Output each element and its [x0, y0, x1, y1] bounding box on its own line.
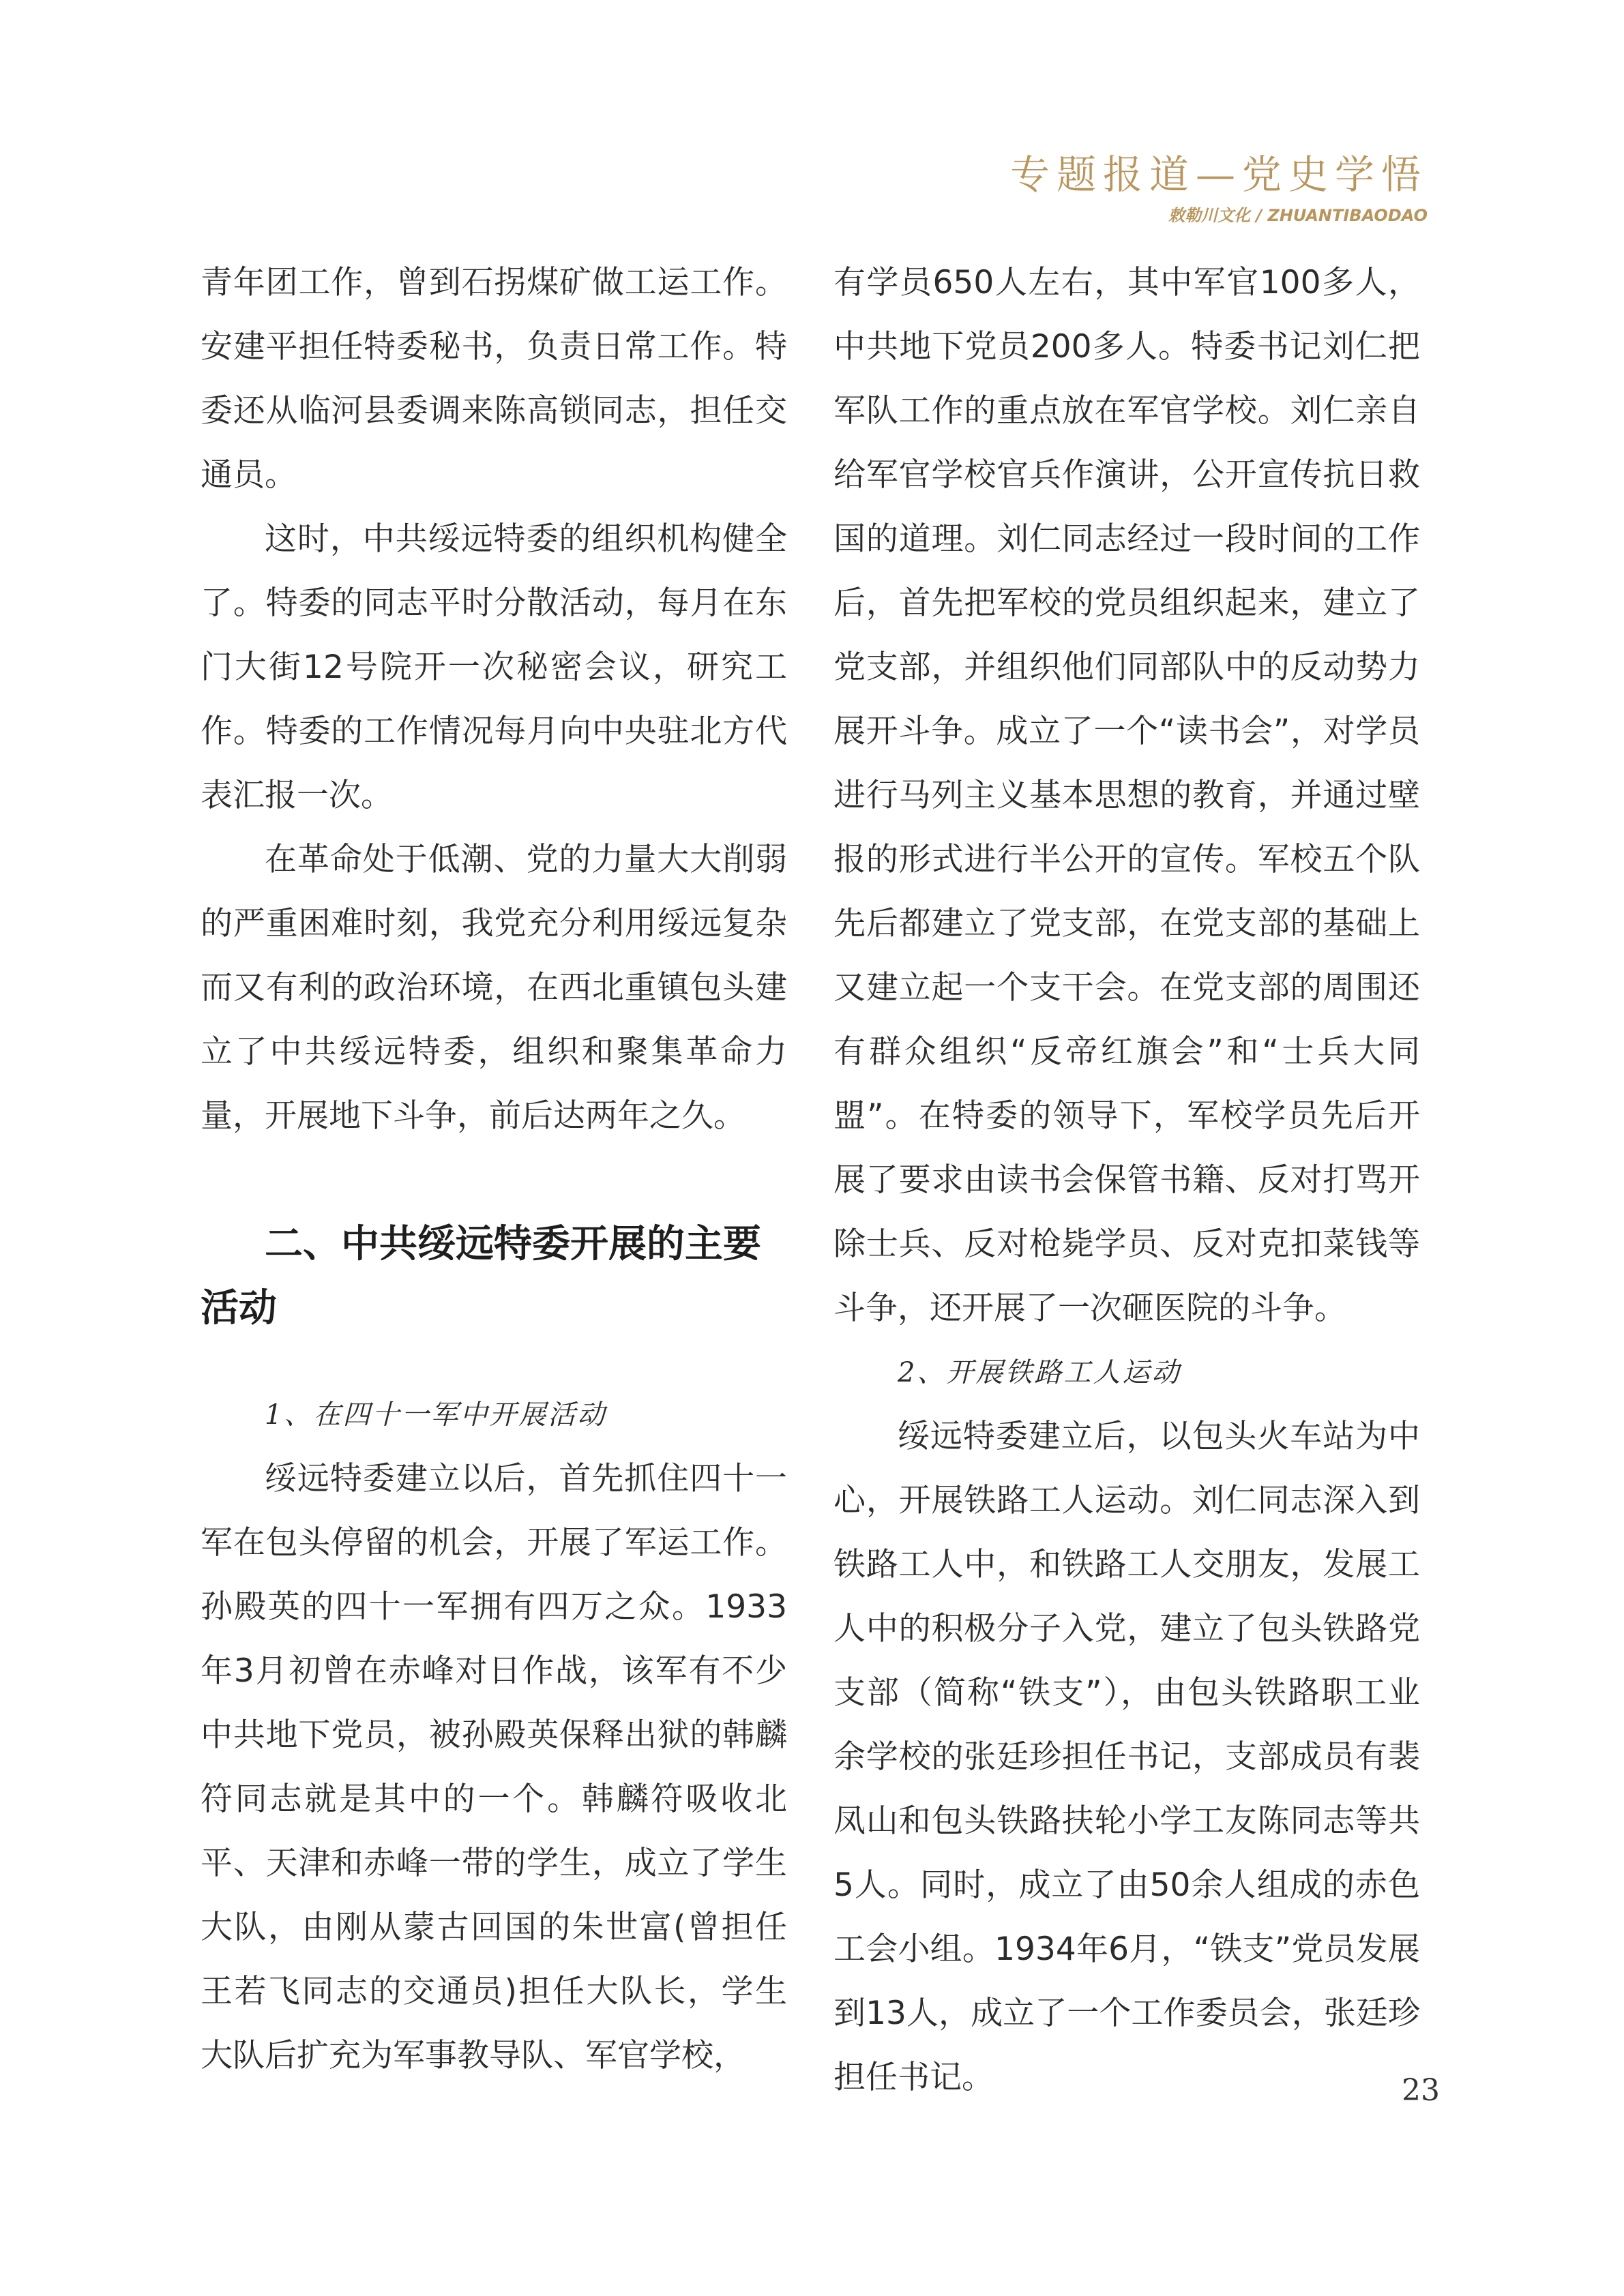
- left-column: [201, 251, 787, 2088]
- paragraph: 青年团工作，曾到石拐煤矿做工运工作。安建平担任特委秘书，负责日常工作。特委还从临河县委调来陈高锁同志，担任交通员。: [201, 264, 787, 494]
- header-subtitle: 敕勒川文化 / ZHUANTIBAODAO: [1168, 206, 1428, 225]
- page-number: 23: [1402, 2073, 1440, 2108]
- page-header: [1010, 149, 1428, 228]
- paragraph: 这时，中共绥远特委的组织机构健全了。特委的同志平时分散活动，每月在东门大街12号院开一次秘密会议，研究工作。特委的工作情况每月向中央驻北方代表汇报一次。: [201, 520, 787, 814]
- paragraph: 有学员650人左右，其中军官100多人，中共地下党员200多人。特委书记刘仁把军队工作的重点放在军官学校。刘仁亲自给军官学校官兵作演讲，公开宣传抗日救国的道理。刘仁同志经过一段时间的工作后，首先把军校的党员组织起来，建立了党支部，并组织他们同部队中的反动势力展开斗争。成立了一个“读书会”，对学员进行马列主义基本思想的教育，并通过壁报的形式进行半公开的宣传。军校五个队先后都建立了党支部，在党支部的基础上又建立起一个支干会。在党支部的周围还有群众组织“反帝红旗会”和“士兵大同盟”。在特委的领导下，军校学员先后开展了要求由读书会保管书籍、反对打骂开除士兵、反对枪毙学员、反对克扣菜钱等斗争，还开展了一次砸医院的斗争。: [833, 264, 1420, 1327]
- subsection-heading: 2、开展铁路工人运动: [898, 1357, 1181, 1388]
- paragraph: 绥远特委建立以后，首先抓住四十一军在包头停留的机会，开展了军运工作。孙殿英的四十一军拥有四万之众。1933年3月初曾在赤峰对日作战，该军有不少中共地下党员，被孙殿英保释出狱的韩麟符同志就是其中的一个。韩麟符吸收北平、天津和赤峰一带的学生，成立了学生大队，由刚从蒙古回国的朱世富(曾担任王若飞同志的交通员)担任大队长，学生大队后扩充为军事教导队、军官学校，: [201, 1460, 787, 2074]
- paragraph: 绥远特委建立后，以包头火车站为中心，开展铁路工人运动。刘仁同志深入到铁路工人中，和铁路工人交朋友，发展工人中的积极分子入党，建立了包头铁路党支部（简称“铁支”），由包头铁路职工业余学校的张廷珍担任书记，支部成员有裴凤山和包头铁路扶轮小学工友陈同志等共5人。同时，成立了由50余人组成的赤色工会小组。1934年6月，“铁支”党员发展到13人，成立了一个工作委员会，张廷珍担任书记。: [833, 1418, 1420, 2096]
- right-column: [833, 251, 1420, 2110]
- header-title: 专题报道—党史学悟: [1009, 151, 1428, 198]
- subsection-heading: 1、在四十一军中开展活动: [265, 1399, 607, 1431]
- section-heading: 二、中共绥远特委开展的主要活动: [201, 1222, 761, 1330]
- paragraph: 在革命处于低潮、党的力量大大削弱的严重困难时刻，我党充分利用绥远复杂而又有利的政治环境，在西北重镇包头建立了中共绥远特委，组织和聚集革命力量，开展地下斗争，前后达两年之久。: [201, 841, 787, 1135]
